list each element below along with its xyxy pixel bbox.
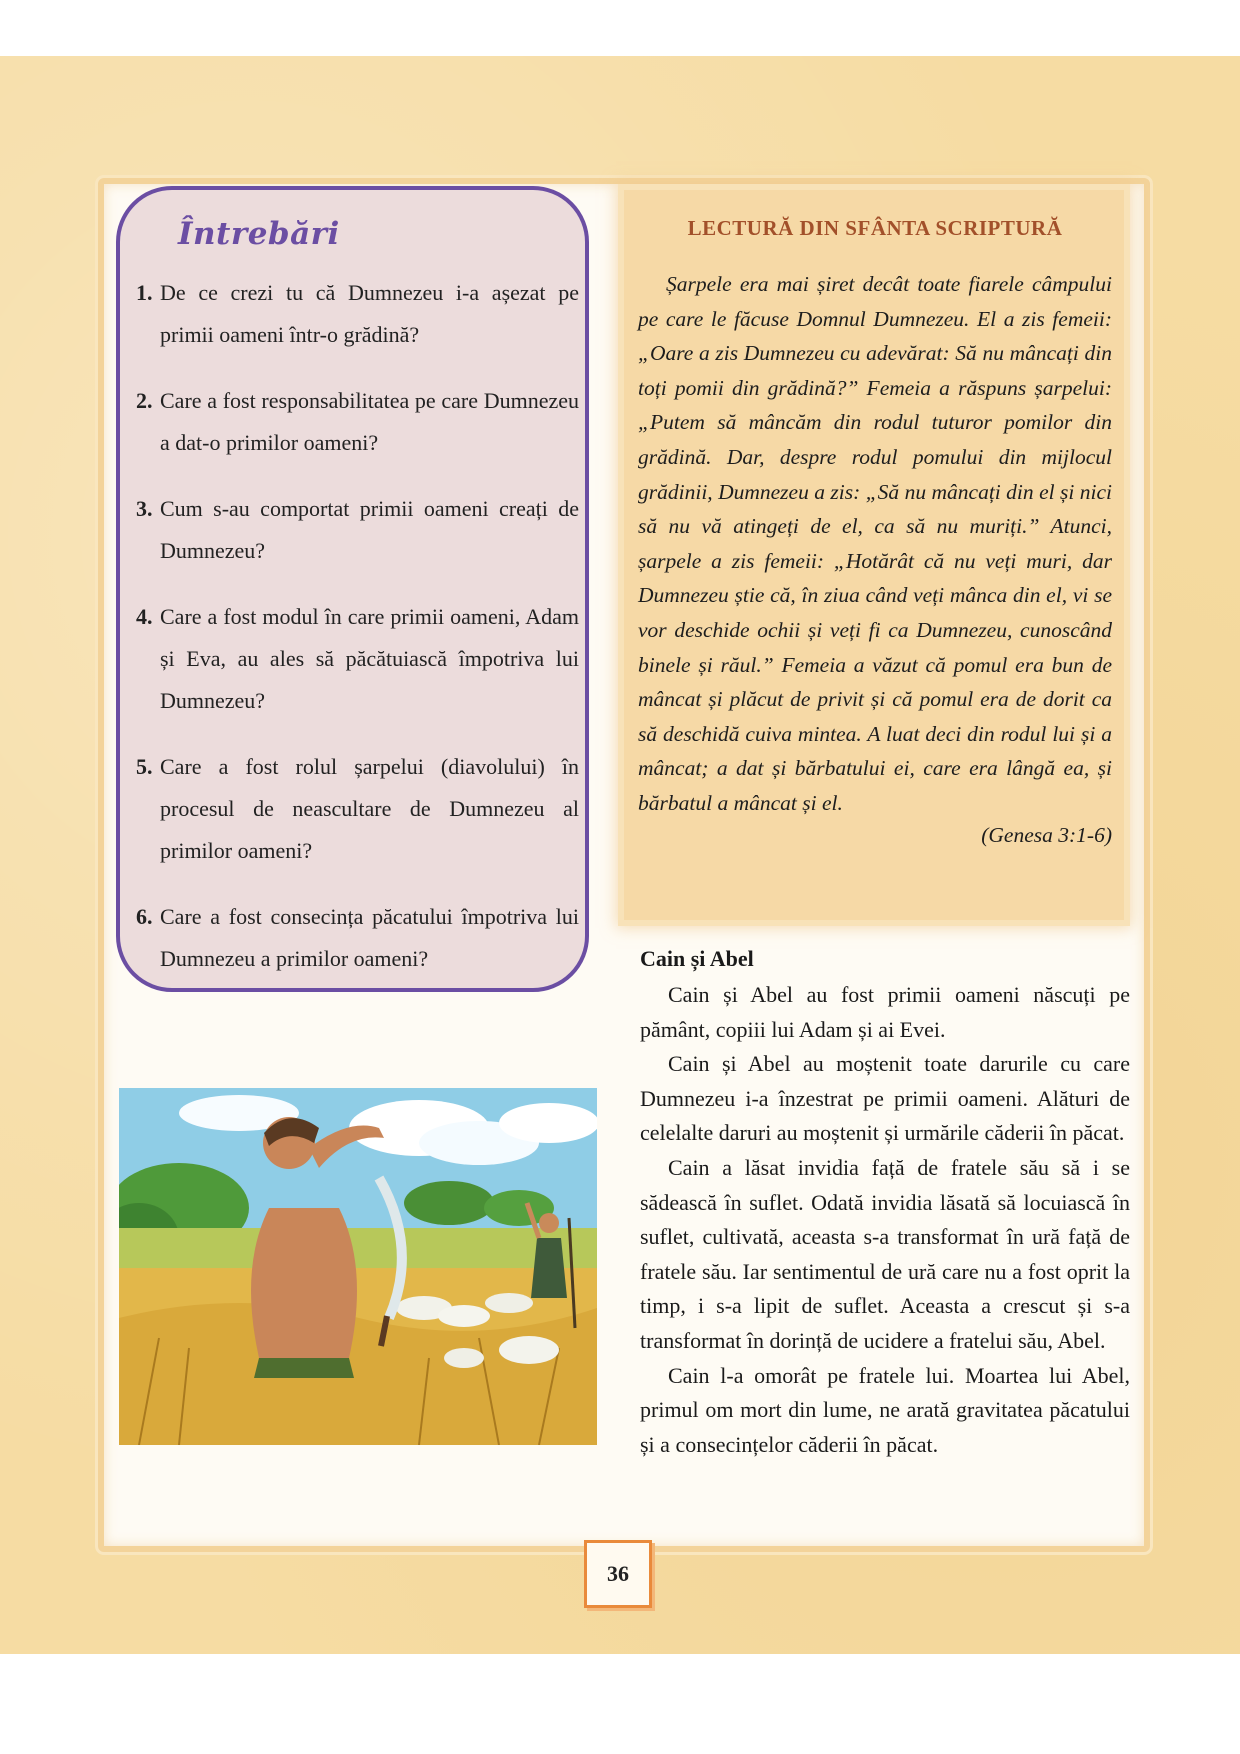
page-number: 36 — [584, 1540, 652, 1608]
question-text: Care a fost consecința păcatului împotriva lui Dumnezeu a primilor oameni? — [160, 904, 579, 971]
question-number: 3. — [136, 496, 153, 521]
reading-title: LECTURĂ DIN SFÂNTA SCRIPTURĂ — [687, 216, 1063, 240]
question-number: 6. — [136, 904, 153, 929]
questions-title: Întrebări — [178, 216, 340, 252]
question-item — [136, 896, 579, 980]
question-text: Care a fost rolul șarpelui (diavolului) în procesul de neascultare de Dumnezeu al primilor oameni? — [160, 754, 579, 863]
question-number: 2. — [136, 388, 153, 413]
reading-text: Șarpele era mai șiret decât toate fiarele câmpului pe care le făcuse Domnul Dumnezeu. El a zis femeii: „Oare a zis Dumnezeu cu adevărat: Să nu mâncați din toți pomii din grădină?” Femeia a răspuns șarpelui: „Putem să mâncăm din rodul tuturor pomilor din grădină. Dar, despre rodul pomului din mijlocul grădinii, Dumnezeu a zis: „Să nu mâncați din el și nici să nu vă atingeți de el, ca să nu muriți.” Atunci, șarpele a zis femeii: „Hotărât că nu veți muri, dar Dumnezeu știe că, în ziua când veți mânca din el, vi se vor deschide ochii și veți fi ca Dumnezeu, cunoscând binele și răul.” Femeia a văzut că pomul era bun de mâncat și plăcut de privit și că pomul era de dorit ca să deschidă cuiva mintea. A luat deci din rodul lui și a mâncat; a dat și bărbatului ei, care era lângă ea, și bărbatul a mâncat și el. — [638, 272, 1112, 815]
section-title: Cain și Abel — [640, 946, 754, 971]
question-item — [136, 488, 579, 572]
reading-reference: (Genesa 3:1-6) — [981, 822, 1112, 847]
section-paragraph: Cain l-a omorât pe fratele lui. Moartea lui Abel, primul om mort din lume, ne arată gravitatea păcatului și a consecințelor căderii în păcat. — [640, 1362, 1130, 1457]
questions-list — [136, 272, 579, 980]
question-text: De ce crezi tu că Dumnezeu i-a așezat pe primii oameni într-o grădină? — [160, 280, 579, 347]
question-text: Cum s-au comportat primii oameni creați de Dumnezeu? — [160, 496, 579, 563]
question-number: 4. — [136, 604, 153, 629]
questions-box — [116, 186, 589, 992]
cain-illustration — [119, 1088, 597, 1445]
question-text: Care a fost responsabilitatea pe care Dumnezeu a dat-o primilor oameni? — [160, 388, 579, 455]
question-item — [136, 596, 579, 722]
section-body — [640, 978, 1130, 1462]
section-paragraph: Cain și Abel au moștenit toate darurile cu care Dumnezeu i-a înzestrat pe primii oameni. Alături de celelalte daruri au moștenit și urmările căderii în păcat. — [640, 1051, 1130, 1146]
section-paragraph: Cain a lăsat invidia față de fratele său să i se sădească în suflet. Odată invidia lăsată să locuiască în suflet, cultivată, aceasta s-a transformat în ură față de fratele său. Iar sentimentul de ură care nu a fost oprit la timp, i s-a lipit de suflet. Aceasta a crescut și s-a transformat în dorință de ucidere a fratelui său, Abel. — [640, 1154, 1130, 1353]
scripture-reading-box — [624, 190, 1124, 920]
question-item — [136, 380, 579, 464]
question-text: Care a fost modul în care primii oameni, Adam și Eva, au ales să păcătuiască împotriva lui Dumnezeu? — [160, 604, 579, 713]
question-number: 5. — [136, 754, 153, 779]
question-item — [136, 746, 579, 872]
question-item — [136, 272, 579, 356]
section-paragraph: Cain și Abel au fost primii oameni născuți pe pământ, copiii lui Adam și ai Evei. — [640, 982, 1130, 1042]
question-number: 1. — [136, 280, 153, 305]
